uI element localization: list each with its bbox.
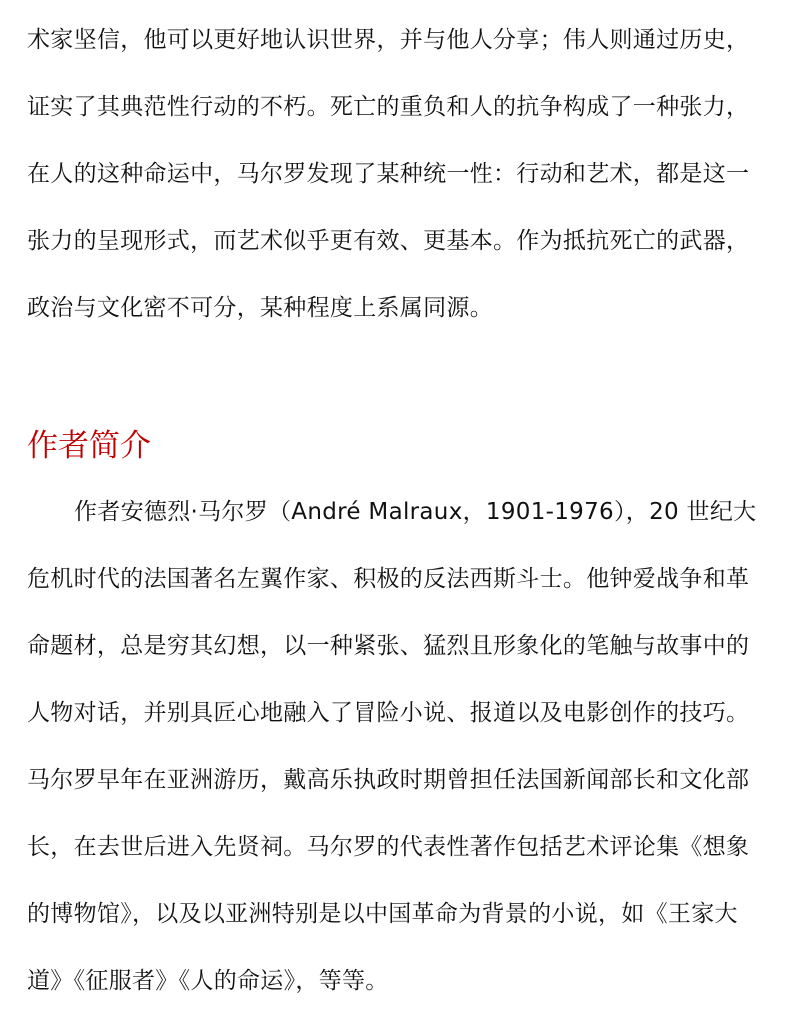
paragraph-line: 张力的呈现形式，而艺术似乎更有效、更基本。作为抵抗死亡的武器， — [27, 228, 750, 254]
paragraph-line: 术家坚信，他可以更好地认识世界，并与他人分享；伟人则通过历史， — [27, 27, 750, 53]
paragraph-line: 道》《征服者》《人的命运》，等等。 — [27, 968, 389, 994]
paragraph-line: 政治与文化密不可分，某种程度上系属同源。 — [27, 295, 493, 321]
section-heading-author-intro: 作者简介 — [27, 428, 151, 464]
paragraph-line: 危机时代的法国著名左翼作家、积极的反法西斯斗士。他钟爱战争和革 — [27, 566, 750, 592]
paragraph-line: 人物对话，并别具匠心地融入了冒险小说、报道以及电影创作的技巧。 — [27, 700, 750, 726]
paragraph-line: 的博物馆》，以及以亚洲特别是以中国革命为背景的小说，如《王家大 — [27, 901, 738, 927]
paragraph-line: 马尔罗早年在亚洲游历，戴高乐执政时期曾担任法国新闻部长和文化部 — [27, 767, 750, 793]
paragraph-line: 命题材，总是穷其幻想，以一种紧张、猛烈且形象化的笔触与故事中的 — [27, 633, 750, 659]
paragraph-line: 在人的这种命运中，马尔罗发现了某种统一性：行动和艺术，都是这一 — [27, 161, 750, 187]
paragraph-line: 长，在去世后进入先贤祠。马尔罗的代表性著作包括艺术评论集《想象 — [27, 834, 750, 860]
paragraph-line: 证实了其典范性行动的不朽。死亡的重负和人的抗争构成了一种张力， — [27, 94, 750, 120]
paragraph-line: 作者安德烈·马尔罗（André Malraux，1901-1976），20 世纪大 — [74, 499, 757, 525]
